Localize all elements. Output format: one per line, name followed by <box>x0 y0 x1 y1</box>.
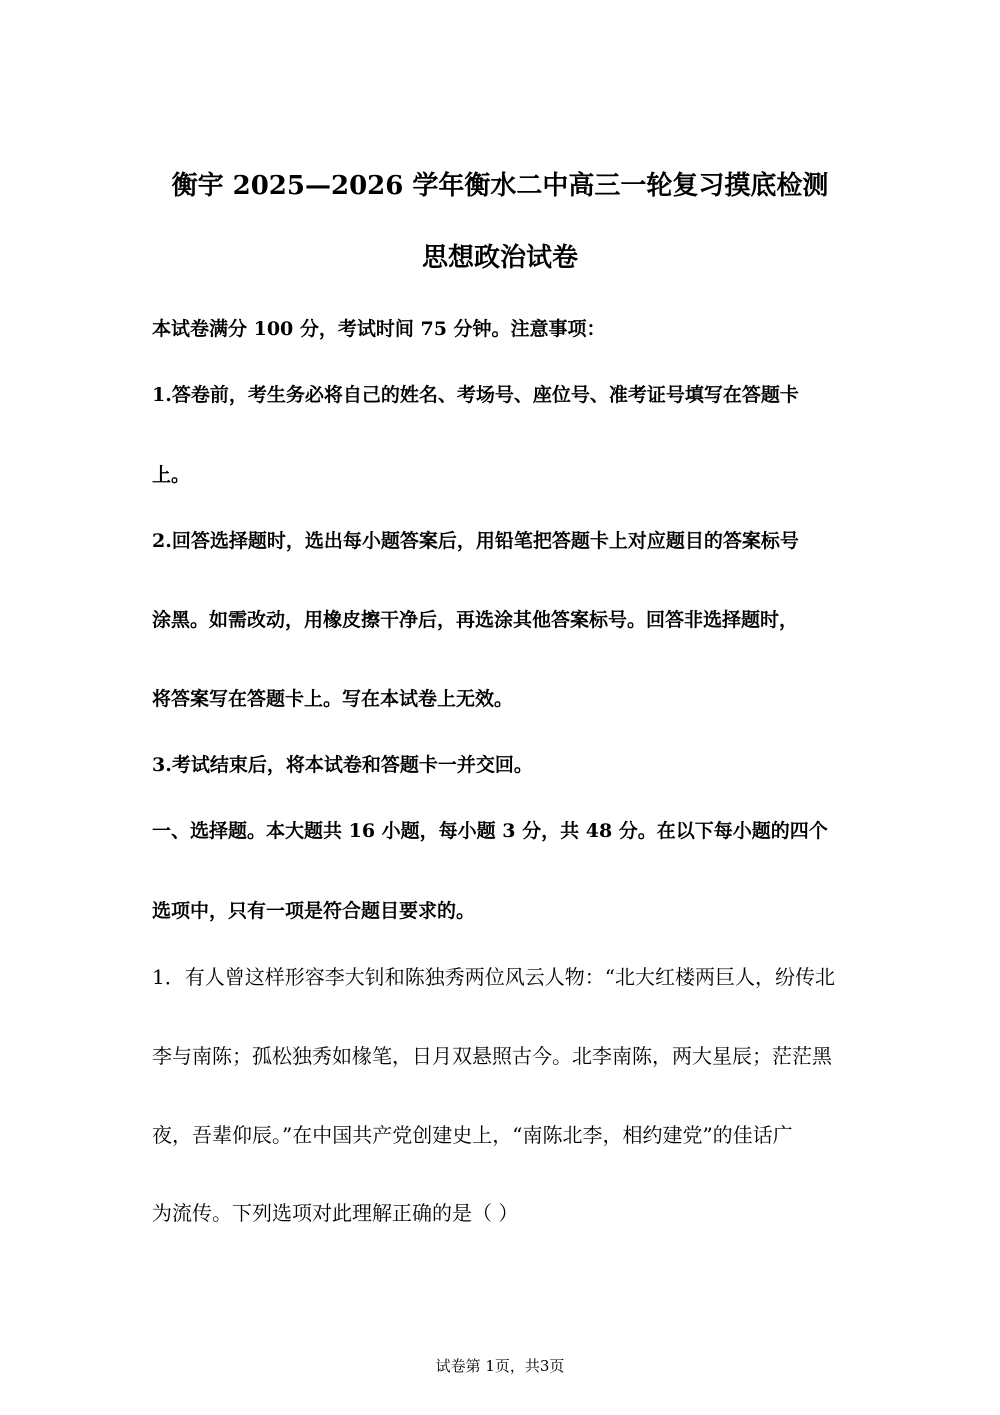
exam-intro: 本试卷满分 100 分，考试时间 75 分钟。注意事项： <box>152 318 606 340</box>
note-line: 2.回答选择题时，选出每小题答案后，用铅笔把答题卡上对应题目的答案标号 <box>152 530 799 552</box>
exam-title-line1: 衡宇 2025—2026 学年衡水二中高三一轮复习摸底检测 <box>171 171 829 201</box>
question-text: 1．有人曾这样形容李大钊和陈独秀两位风云人物：“北大红楼两巨人，纷传北 <box>152 965 835 989</box>
page-footer: 试卷第 1页，共3页 <box>435 1357 565 1375</box>
note-line: 1.答卷前，考生务必将自己的姓名、考场号、座位号、准考证号填写在答题卡 <box>152 384 799 406</box>
note-line: 上。 <box>152 464 191 486</box>
question-text: 为流传。下列选项对此理解正确的是（ ） <box>152 1201 519 1225</box>
note-line: 涂黑。如需改动，用橡皮擦干净后，再选涂其他答案标号。回答非选择题时， <box>152 609 799 631</box>
exam-title-line2: 思想政治试卷 <box>421 243 578 273</box>
section-heading: 选项中，只有一项是符合题目要求的。 <box>152 900 476 922</box>
question-text: 夜，吾辈仰辰。”在中国共产党创建史上，“南陈北李，相约建党”的佳话广 <box>152 1123 793 1147</box>
question-text: 李与南陈；孤松独秀如椽笔，日月双悬照古今。北李南陈，两大星辰；茫茫黑 <box>152 1044 832 1068</box>
section-heading: 一、选择题。本大题共 16 小题，每小题 3 分，共 48 分。在以下每小题的四个 <box>152 820 828 842</box>
note-line: 将答案写在答题卡上。写在本试卷上无效。 <box>152 688 514 710</box>
note-line: 3.考试结束后，将本试卷和答题卡一并交回。 <box>152 754 533 776</box>
